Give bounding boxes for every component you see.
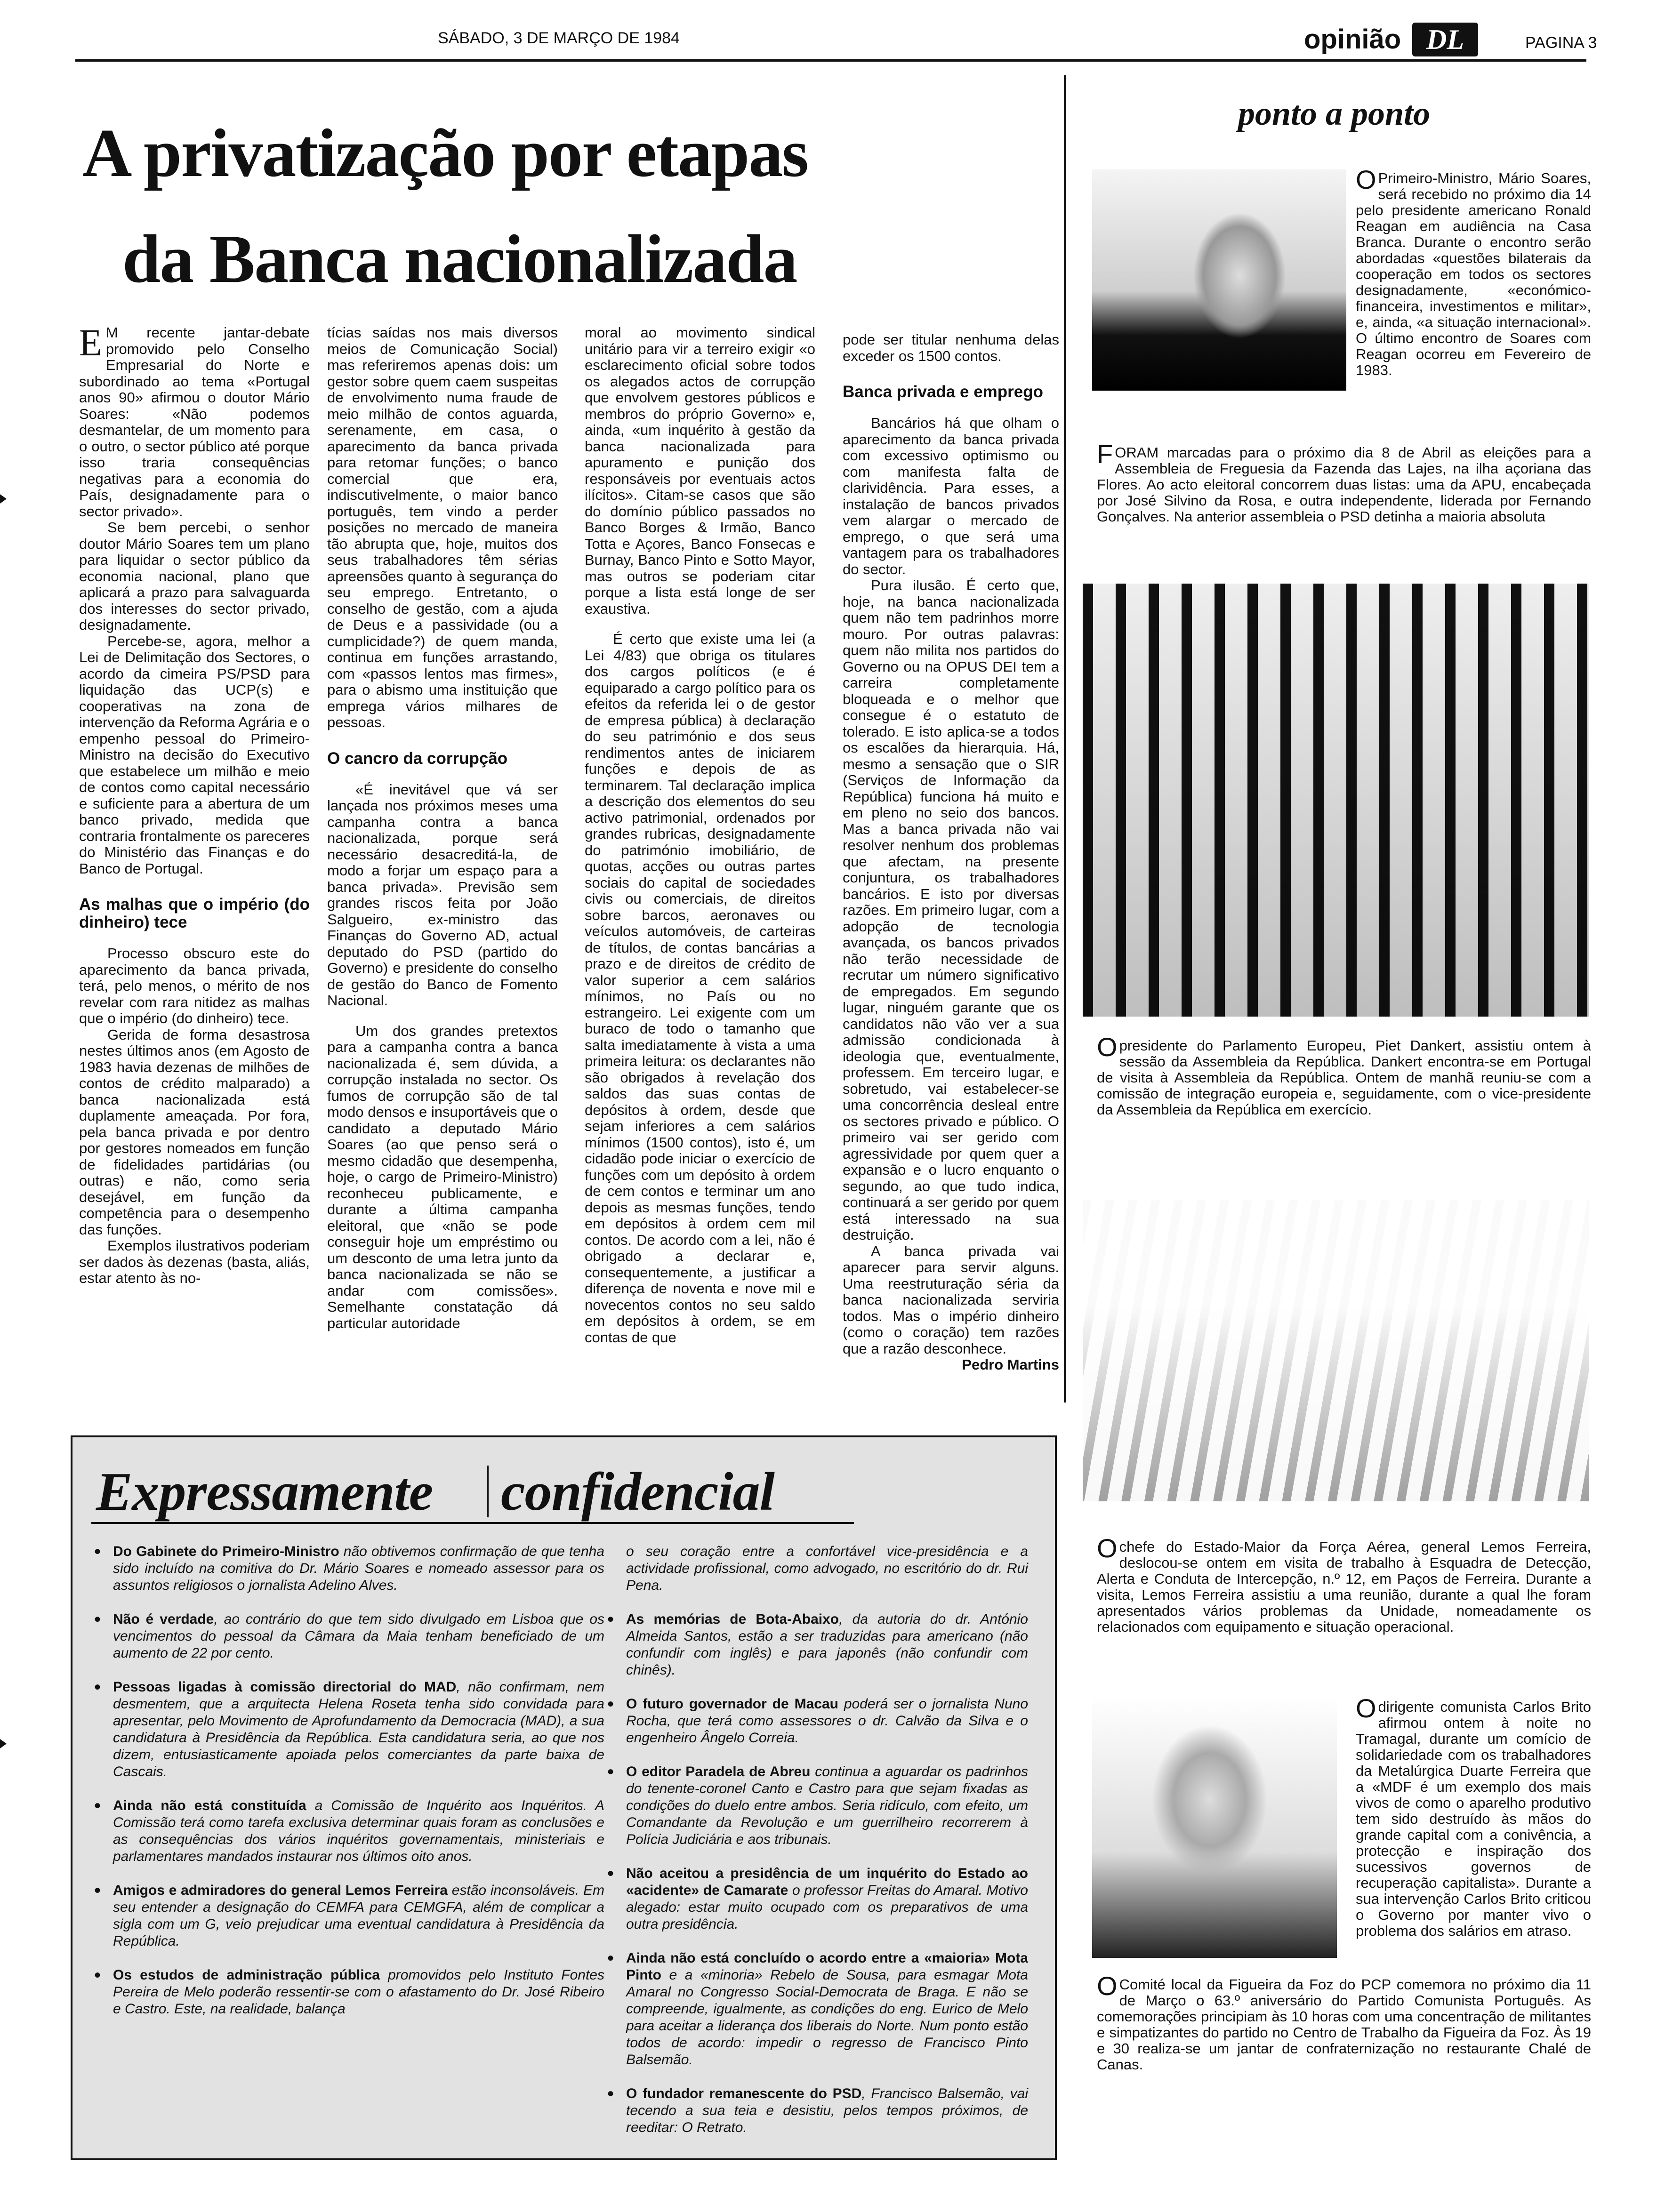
item-body: não obtivemos confirmação de que tenha sido incluído na comitiva do Dr. Mário Soares e nomeado assessor para os assuntos religiosos o jornalista Adelino Alves. [113, 1544, 604, 1593]
subheading: Banca privada e emprego [843, 383, 1043, 401]
confidential-item [604, 1696, 1028, 1747]
item-body: , ao contrário do que tem sido divulgado em Lisboa que os vencimentos do pessoal da Câmara da Maia tenham beneficiado de um aumento de 22 por cento. [113, 1611, 605, 1661]
item-body: , da autoria do dr. António Almeida Santos, estão a ser traduzidas para americano (não confundir com inglês) e para japonês (não confundir com chinês). [626, 1611, 1028, 1678]
paragraph: Bancários há que olham o aparecimento da banca privada com excessivo optimismo ou com manifesta falta de clarividência. Para esses, a instalação de bancos privados vem alargar o mercado de emprego, o que será uma vantagem para os trabalhadores do sector. [843, 415, 1059, 577]
confidential-box [71, 1435, 1057, 2160]
confidential-left-column [91, 1543, 604, 2035]
item-lead: Os estudos de administração pública [113, 1967, 380, 1983]
article-column-4 [843, 332, 1059, 1373]
paragraph: Pura ilusão. É certo que, hoje, na banca nacionalizada quem não tem padrinhos morre mouro. Por outras palavras: quem não milita nos partidos do Governo ou na OPUS DEI tem a carreira completamente bloqueada e o melhor que consegue é o estatuto de tolerado. E isto aplica-se a todos os escalões da hierarquia. Há, mesmo a sensação que o SIR (Serviços de Informação da República) funciona há muito e em pleno no seio dos bancos. Mas a banca privada não vai resolver nenhum dos problemas que afectam, na presente conjuntura, os trabalhadores bancários. E isto por diversas razões. Em primeiro lugar, com a adopção de tecnologia avançada, os bancos privados não terão necessidade de recrutar um número significativo de empregados. Em segundo lugar, ninguém garante que os candidatos não vão ver a sua admissão condicionada à ideologia que, eventualmente, professem. Em terceiro lugar, e sobretudo, vai estabelecer-se uma concorrência desleal entre os sectores privado e público. O primeiro vai ser gerido com agressividade por quem quer a expansão e o lucro enquanto o segundo, ao que tudo indica, continuará a ser gerido por quem está interessado na sua destruição. [843, 577, 1059, 1243]
confidential-item [604, 1865, 1028, 1933]
confidential-item [91, 1543, 604, 1594]
item-body: , Francisco Balsemão, vai tecendo a sua teia e desistiu, pelos tempos próximos, de reeditar: O Retrato. [626, 2086, 1028, 2135]
news-item-soares [1356, 165, 1591, 378]
parade-photo-air-force [1083, 1200, 1589, 1501]
item-lead: O futuro governador de Macau [626, 1696, 838, 1712]
logo-letters: DL [1426, 24, 1464, 55]
news-item-lemos-ferreira [1097, 1533, 1591, 1635]
paragraph: Percebe-se, agora, melhor a Lei de Delimitação dos Sectores, o acordo da cimeira PS/PSD para liquidação das UCP(s) e cooperativas na zona de intervenção da Reforma Agrária e o empenho pessoal do Primeiro-Ministro na decisão do Executivo que estabelece um milhão e meio de contos como capital necessário e suficiente para a abertura de um banco privado, medida que contraria frontalmente os pareceres do Ministério das Finanças e do Banco de Portugal. [79, 633, 310, 877]
confidential-item [91, 1882, 604, 1950]
header-rule [75, 59, 1586, 62]
page-number: PAGINA 3 [1525, 34, 1597, 52]
item-initial: O [1097, 1032, 1118, 1062]
paragraph: Um dos grandes pretextos para a campanha contra a banca nacionalizada é, sem dúvida, a corrupção instalada no sector. Os fumos de corrupção são de tal modo densos e insuportáveis que o candidato a deputado Mário Soares (ao que penso será o mesmo cidadão que desempenha, hoje, o cargo de Primeiro-Ministro) reconheceu publicamente, e durante a última campanha eleitoral, que «não se pode conseguir hoje um empréstimo ou um desconto de uma letra junto da banca nacionalizada se não se andar com comissões». Semelhante constatação dá particular autoridade [327, 1022, 558, 1331]
article-column-2 [327, 325, 558, 1331]
paragraph: pode ser titular nenhuma delas exceder os 1500 contos. [843, 331, 1059, 364]
item-initial: O [1356, 1693, 1376, 1723]
item-initial: O [1097, 1971, 1118, 2001]
item-body: , não confirmam, nem desmentem, que a arquitecta Helena Roseta tenha sido convidada para apresentar, pelo Movimento de Aprofundamento da Democracia (MAD), a sua candidatura à Presidência da República. Esta candidatura seria, ao que nos dizem, entusiasticamente apoiada pelos comerciantes da parte baixa de Cascais. [113, 1679, 604, 1779]
paragraph: Processo obscuro este do aparecimento da banca privada, terá, pelo menos, o mérito de nos revelar com rara nitidez as malhas que o império (do dinheiro) tece. [79, 945, 310, 1026]
item-body: continua a aguardar os padrinhos do tenente-coronel Canto e Castro para que sejam fixadas as condições do duelo entre ambos. Seria ridículo, com efeito, um Comandante da Revolução e um guerrilheiro recorrerem à Polícia Judiciária e aos tribunais. [626, 1764, 1028, 1847]
subheading: As malhas que o império (do dinheiro) tece [79, 895, 310, 931]
paragraph: moral ao movimento sindical unitário para vir a terreiro exigir «o esclarecimento oficial sobre todos os alegados actos de corrupção que envolvem gestores públicos e membros do próprio Governo» e, ainda, «um inquérito à gestão da banca nacionalizada para apuramento e punição dos responsáveis por eventuais actos ilícitos». Citam-se casos que são do domínio público passados no Banco Borges & Irmão, Banco Totta e Açores, Banco Fonsecas e Burnay, Banco Pinto e Sotto Mayor, mas outros se poderiam citar porque a lista está longe de ser exaustiva. [585, 324, 815, 617]
item-text: Comité local da Figueira da Foz do PCP comemora no próximo dia 11 de Março o 63.º aniversário do Partido Comunista Português. As comemorações principiam às 10 horas com uma concentração de militantes e simpatizantes do partido no Centro de Trabalho da Figueira da Foz. Às 19 e 30 realiza-se um jantar de confraternização no restaurante Chalé de Canas. [1097, 1976, 1591, 2073]
paragraph: Exemplos ilustrativos poderiam ser dados às dezenas (basta, aliás, estar atento às no- [79, 1237, 310, 1286]
drop-cap: E [79, 322, 102, 364]
item-body: a Comissão de Inquérito aos Inquéritos. A Comissão terá como tarefa exclusiva determinar quais foram as conclusões e as consequências dos vários inquéritos governamentais, ministeriais e parlamentares mandados instaurar nos últimos oito anos. [113, 1798, 604, 1864]
paragraph: A banca privada vai aparecer para servir alguns. Uma reestruturação séria da banca nacionalizada serviria todos. Mas o império dinheiro (como o coração) tem razões que a razão desconhece. [843, 1242, 1059, 1357]
portrait-photo-brito [1092, 1694, 1337, 1958]
author-signature: Pedro Martins [962, 1356, 1059, 1373]
margin-mark [0, 494, 7, 504]
confidential-item [91, 1679, 604, 1780]
paragraph: É certo que existe uma lei (a Lei 4/83) que obriga os titulares dos cargos políticos (e é equiparado a cargo político para os efeitos da referida lei o de gestor de empresa pública) à declaração do seu património e dos seus rendimentos antes de iniciarem funções e depois de as terminarem. Tal declaração implica a descrição dos elementos do seu activo patrimonial, ordenados por grandes rubricas, designadamente do património imobiliário, de quotas, acções ou outras partes sociais do capital de sociedades civis ou comerciais, de direitos sobre barcos, aeronaves ou veículos automóveis, de carteiras de títulos, de contas bancárias a prazo e de direitos de crédito de valor superior a cem salários mínimos, no País ou no estrangeiro. Lei exigente com um buraco de todo o tamanho que salta imediatamente à vista a uma primeira leitura: os declarantes não são obrigados à revelação dos saldos das suas contas de depósitos à ordem, desde que sejam inferiores a cem salários mínimos (1500 contos), isto é, um cidadão pode iniciar o exercício de funções com um depósito à ordem de cem contos e terminar um ano depois as mesmas funções, tendo em depósitos à ordem cem mil contos. De acordo com a lei, não é obrigado a declarar e, consequentemente, a justificar a diferença de noventa e nove mil e novecentos contos no seu saldo em depósitos à ordem, se em contas de que [585, 631, 815, 1346]
item-lead: Ainda não está concluído o acordo entre a «maioria» Mota Pinto [626, 1950, 1028, 1983]
vertical-divider [1064, 75, 1066, 1403]
title-divider [487, 1466, 489, 1517]
item-body: e a «minoria» Rebelo de Sousa, para esmagar Mota Amaral no Congresso Social-Democrata de Braga. E não se compreende, igualmente, as condições do eng. Eurico de Melo para aceitar a liderança dos liberais do Norte. Num ponto estão todos de acordo: impedir o regresso de Francisco Pinto Balsemão. [626, 1967, 1028, 2068]
item-text: ORAM marcadas para o próximo dia 8 de Abril as eleições para a Assembleia de Freguesia da Fazenda das Lajes, na ilha açoriana das Flores. Ao acto eleitoral concorrem duas listas: uma da APU, encabeçada por José Silvino da Rosa, e outra independente, liderada por Fernando Gonçalves. Na anterior assembleia o PSD detinha a maioria absoluta [1097, 444, 1591, 525]
news-item-dankert [1097, 1032, 1591, 1118]
confidential-item [91, 1611, 604, 1662]
paragraph: Se bem percebi, o senhor doutor Mário Soares tem um plano para liquidar o sector público da economia nacional, plano que aplicará a prazo para salvaguarda dos interesses do sector privado, designadamente. [79, 519, 310, 633]
item-lead: As memórias de Bota-Abaixo [626, 1611, 839, 1627]
item-text: presidente do Parlamento Europeu, Piet Dankert, assistiu ontem à sessão da Assembleia da República. Dankert encontra-se em Portugal de visita à Assembleia da República. Ontem de manhã reuniu-se com a comissão de integração europeia e, seguidamente, com o vice-presidente da Assembleia da República em exercício. [1097, 1037, 1591, 1118]
paragraph: «É inevitável que vá ser lançada nos próximos meses uma campanha contra a banca nacionalizada, porque será necessário desacreditá-la, de modo a forjar um espaço para a banca privada». Previsão sem grandes riscos feita por João Salgueiro, ex-ministro das Finanças do Governo AD, actual deputado do PSD (partido do Governo) e presidente do conselho de gestão do Banco de Fomento Nacional. [327, 781, 558, 1009]
item-body: poderá ser o jornalista Nuno Rocha, que terá como assessores o dr. Calvão da Silva e o engenheiro Ângelo Correia. [626, 1696, 1028, 1746]
item-initial: F [1097, 439, 1113, 469]
item-lead: Ainda não está constituída [113, 1798, 306, 1813]
item-body: o professor Freitas do Amaral. Motivo alegado: estar muito ocupado com os preparativos de uma outra presidência. [626, 1883, 1028, 1932]
building-photo-parliament [1083, 584, 1589, 1017]
item-lead: Não é verdade [113, 1611, 214, 1627]
confidential-right-column [604, 1543, 1028, 2153]
issue-date: SÁBADO, 3 DE MARÇO DE 1984 [438, 29, 680, 47]
item-initial: O [1097, 1533, 1118, 1563]
confidential-item [91, 1967, 604, 2018]
paragraph: Gerida de forma desastrosa nestes últimos anos (em Agosto de 1983 havia dezenas de milhões de contos de crédito malparado) a banca nacionalizada está duplamente ameaçada. Por fora, pela banca privada e por dentro por gestores nomeados em função de fidelidades partidárias (ou outras) e não, como seria desejável, em função da competência para o desempenho das funções. [79, 1026, 310, 1238]
item-lead: Amigos e admiradores do general Lemos Ferreira [113, 1883, 448, 1898]
confidential-item [91, 1797, 604, 1865]
margin-mark [0, 1739, 7, 1748]
item-text: dirigente comunista Carlos Brito afirmou ontem à noite no Tramagal, durante um comício de solidariedade com os trabalhadores da Metalúrgica Duarte Ferreira que a «MDF é um exemplo dos mais vivos de como o aparelho produtivo tem sido destruído às mãos do grande capital com a conivência, a protecção e inspiração dos sucessivos governos de recuperação capitalista». Durante a sua intervenção Carlos Brito criticou o Governo por manter vivo o problema dos salários em atraso. [1356, 1699, 1591, 1939]
confidential-title-2: confidencial [501, 1462, 774, 1522]
subheading: O cancro da corrupção [327, 749, 508, 768]
item-lead: O editor Paradela de Abreu [626, 1764, 811, 1779]
item-body: estão inconsoláveis. Em seu entender a designação do CEMFA para CEMGFA, além de complicar a sigla com um G, veio prejudicar uma eventual candidatura à Presidência da República. [113, 1883, 604, 1949]
item-lead: Não aceitou a presidência de um inquérito do Estado ao «acidente» de Camarate [626, 1866, 1028, 1898]
headline-line-1: A privatização por etapas [82, 115, 808, 191]
paragraph: tícias saídas nos mais diversos meios de Comunicação Social) mas referiremos apenas dois: um gestor sobre quem caem suspeitas de envolvimento numa fraude de meio milhão de contos aguarda, serenamente, em casa, o aparecimento da banca privada para retomar funções; o banco comercial que era, indiscutivelmente, o maior banco português, tem vindo a perder posições no mercado de maneira tão abrupta que, hoje, muitos dos seus trabalhadores têm sérias apreensões quanto à segurança do seu emprego. Entretanto, o conselho de gestão, com a ajuda de Deus e a passividade (ou a cumplicidade?) de quem manda, continua em funções arrastando, com «passos lentos mas firmes», para o abismo uma instituição que emprega vários milhares de pessoas. [327, 324, 558, 730]
paragraph: M recente jantar-debate promovido pelo Conselho Empresarial do Norte e subordinado ao tema «Portugal anos 90» afirmou o doutor Mário Soares: «Não podemos desmantelar, de um momento para o outro, o sector público até porque isso traria consequências negativas para a economia do País, designadamente para o sector privado». [79, 324, 310, 520]
confidential-item [604, 1763, 1028, 1848]
item-lead: Do Gabinete do Primeiro-Ministro [113, 1544, 339, 1559]
news-item-lajes [1097, 439, 1591, 525]
confidential-item [604, 1611, 1028, 1679]
news-item-pcp-figueira [1097, 1971, 1591, 2073]
portrait-photo-soares [1092, 169, 1346, 391]
ponto-title: ponto a ponto [1238, 95, 1431, 132]
confidential-item [604, 1950, 1028, 2068]
confidential-item [604, 2085, 1028, 2136]
title-underline [91, 1522, 854, 1524]
item-text: chefe do Estado-Maior da Força Aérea, general Lemos Ferreira, deslocou-se ontem em visita de trabalho à Esquadra de Detecção, Alerta e Conduta de Intercepção, n.º 12, em Paços de Ferreira. Durante a visita, Lemos Ferreira assistiu a uma reunião, durante a qual lhe foram apresentados vários problemas da Unidade, nomeadamente os relacionados com equipamento e situação operacional. [1097, 1539, 1591, 1635]
section-name: opinião [1304, 24, 1401, 55]
item-body: promovidos pelo Instituto Fontes Pereira de Melo poderão ressentir-se com o afastamento do Dr. José Ribeiro e Castro. Este, na realidade, balança [113, 1967, 604, 2017]
item-lead: O fundador remanescente do PSD [626, 2086, 862, 2101]
item-text: Primeiro-Ministro, Mário Soares, será recebido no próximo dia 14 pelo presidente americano Ronald Reagan em audiência na Casa Branca. Durante o encontro serão abordadas «questões bilaterais da cooperação em todos os sectores designadamente, «económico-financeira, investimentos e militar», e, ainda, «a situação internacional». O último encontro de Soares com Reagan ocorreu em Fevereiro de 1983. [1356, 170, 1591, 378]
news-item-carlos-brito [1356, 1693, 1591, 1939]
newspaper-logo [1412, 23, 1478, 56]
confidential-title-1: Expressamente [96, 1462, 433, 1522]
headline-line-2: da Banca nacionalizada [122, 221, 797, 297]
confidential-right-list [604, 1611, 1028, 2136]
item-initial: O [1356, 165, 1376, 194]
article-column-3 [585, 325, 815, 1346]
continued-text: o seu coração entre a confortável vice-presidência e a actividade profissional, como advogado, no escritório do dr. Rui Pena. [626, 1544, 1028, 1593]
item-lead: Pessoas ligadas à comissão directorial do MAD [113, 1679, 457, 1695]
article-column-1 [79, 322, 310, 1287]
